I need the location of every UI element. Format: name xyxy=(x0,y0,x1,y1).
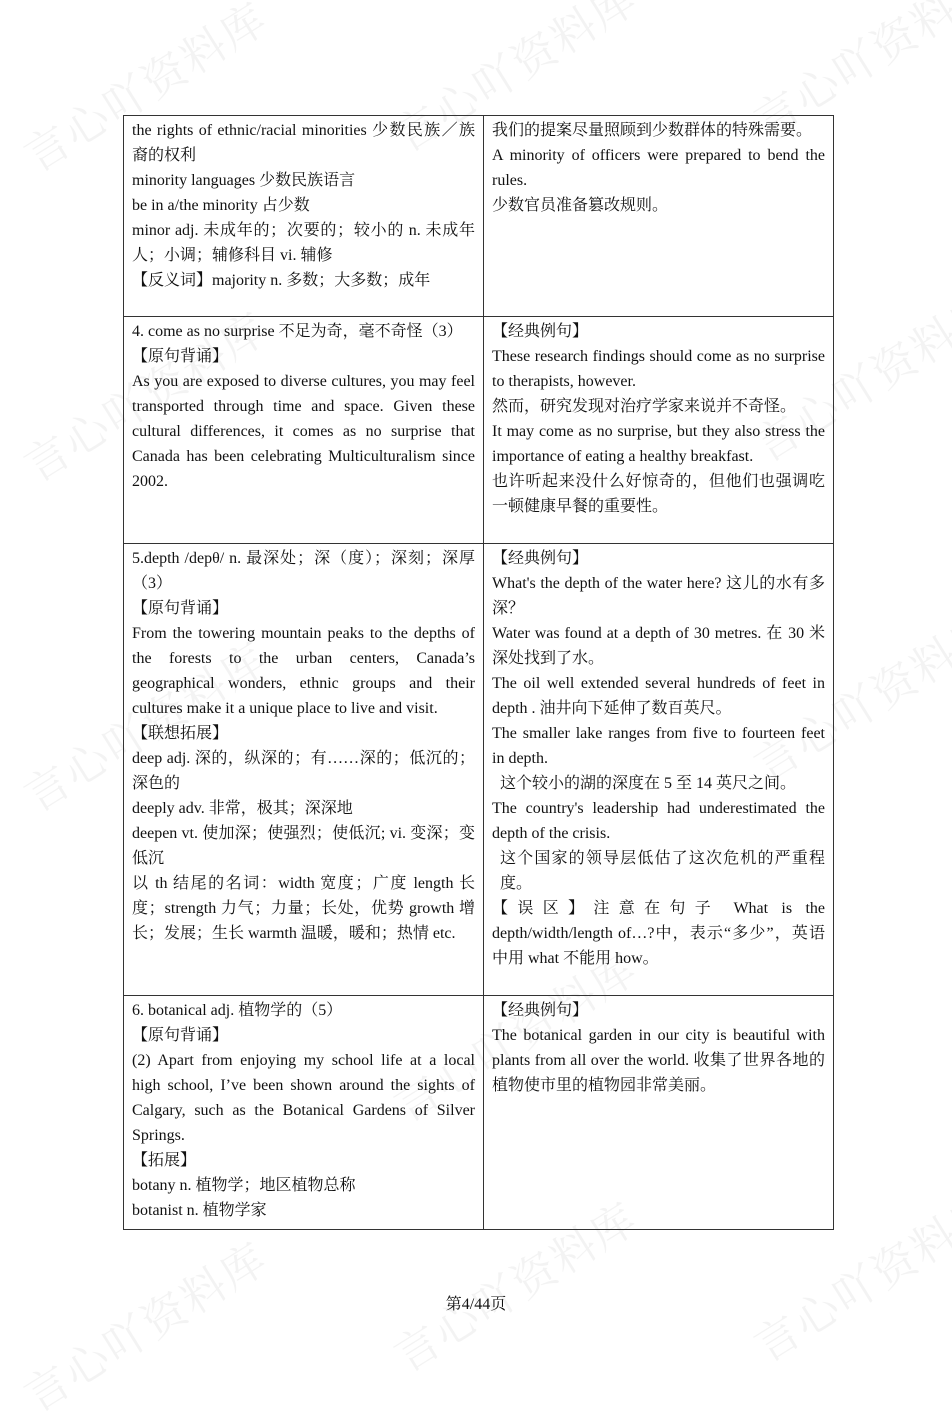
text-line: From the towering mountain peaks to the depths of the forests to the urban centers, Canada’s geographical wonders, ethnic groups and their cultures make it a unique place to live and visit. xyxy=(132,625,475,717)
text-line: Water was found at a depth of 30 metres. 在 30 米深处找到了水。 xyxy=(492,625,825,667)
text-line: 【拓展】 xyxy=(132,1152,197,1169)
text-line: 4. come as no surprise 不足为奇，毫不奇怪（3） xyxy=(132,323,463,340)
entry-cell xyxy=(124,544,484,996)
text-line: botanist n. 植物学家 xyxy=(132,1202,267,1219)
text-line: A minority of officers were prepared to bend the rules. xyxy=(492,147,825,189)
text-line: 然而，研究发现对治疗学家来说并不奇怪。 xyxy=(492,398,797,415)
entry-cell xyxy=(124,317,484,544)
text-line: 这个国家的领导层低估了这次危机的严重程度。 xyxy=(500,850,825,892)
text-line: minor adj. 未成年的；次要的；较小的 n. 未成年人；小调；辅修科目 vi. 辅修 xyxy=(132,222,475,264)
text-line: The smaller lake ranges from five to fourteen feet in depth. xyxy=(492,725,825,767)
example-cell xyxy=(484,996,834,1230)
text-line: 我们的提案尽量照顾到少数群体的特殊需要。 xyxy=(492,122,813,139)
text-line: 这个较小的湖的深度在 5 至 14 英尺之间。 xyxy=(500,775,797,792)
text-line: be in a/the minority 占少数 xyxy=(132,197,310,214)
table-row xyxy=(124,317,834,544)
text-line: 【反义词】majority n. 多数；大多数；成年 xyxy=(132,272,431,289)
text-line: 少数官员准备篡改规则。 xyxy=(492,197,669,214)
text-line: As you are exposed to diverse cultures, you may feel transported through time and space. Given these cultural differences, it comes as no surprise that Canada has been celebrating Multiculturalism since 2002. xyxy=(132,373,475,490)
text-line: 以 th 结尾的名词：width 宽度；广度 length 长度；strength 力气；力量；长处，优势 growth 增长；发展；生长 warmth 温暖，暖和；热情 etc. xyxy=(132,875,475,942)
text-line: minority languages 少数民族语言 xyxy=(132,172,356,189)
vocabulary-table xyxy=(123,115,834,1230)
text-line: The oil well extended several hundreds of feet in depth . 油井向下延伸了数百英尺。 xyxy=(492,675,825,717)
text-line: 【经典例句】 xyxy=(492,323,589,340)
text-line: 【原句背诵】 xyxy=(132,1027,229,1044)
example-cell xyxy=(484,317,834,544)
text-line: 【原句背诵】 xyxy=(132,348,229,365)
text-line: 【经典例句】 xyxy=(492,1002,589,1019)
text-line: The botanical garden in our city is beautiful with plants from all over the world. 收集了世界各地的植物使市里的植物园非常美丽。 xyxy=(492,1027,825,1094)
entry-cell xyxy=(124,116,484,317)
page-number: 第4/44页 xyxy=(445,1296,507,1313)
text-line: 6. botanical adj. 植物学的（5） xyxy=(132,1002,343,1019)
table-row xyxy=(124,116,834,317)
text-line: botany n. 植物学；地区植物总称 xyxy=(132,1177,356,1194)
text-line: the rights of ethnic/racial minorities 少数民族／族裔的权利 xyxy=(132,122,475,164)
entry-cell xyxy=(124,996,484,1230)
text-line: deep adj. 深的，纵深的；有……深的；低沉的；深色的 xyxy=(132,750,475,792)
example-cell xyxy=(484,116,834,317)
text-line: These research findings should come as no surprise to therapists, however. xyxy=(492,348,825,390)
text-line: What's the depth of the water here? 这儿的水有多深？ xyxy=(492,575,825,617)
text-line: deepen vt. 使加深；使强烈；使低沉; vi. 变深；变低沉 xyxy=(132,825,475,867)
text-line: (2) Apart from enjoying my school life at a local high school, I’ve been shown around the sights of Calgary, such as the Botanical Gardens of Silver Springs. xyxy=(132,1052,475,1144)
text-line: 5.depth /depθ/ n. 最深处；深（度）；深刻；深厚（3） xyxy=(132,550,475,592)
text-line: 【误区】注意在句子 What is the depth/width/length of…?中，表示“多少”，英语中用 what 不能用 how。 xyxy=(492,900,825,967)
text-line: The country's leadership had underestimated the depth of the crisis. xyxy=(492,800,825,842)
text-line: deeply adv. 非常，极其；深深地 xyxy=(132,800,353,817)
example-cell xyxy=(484,544,834,996)
text-line: 【经典例句】 xyxy=(492,550,589,567)
text-line: 【联想拓展】 xyxy=(132,725,229,742)
table-row xyxy=(124,544,834,996)
watermark xyxy=(10,1224,278,1424)
table-row xyxy=(124,996,834,1230)
text-line: 【原句背诵】 xyxy=(132,600,229,617)
text-line: 也许听起来没什么好惊奇的，但他们也强调吃一顿健康早餐的重要性。 xyxy=(492,473,825,515)
text-line: It may come as no surprise, but they also stress the importance of eating a healthy breakfast. xyxy=(492,423,825,465)
